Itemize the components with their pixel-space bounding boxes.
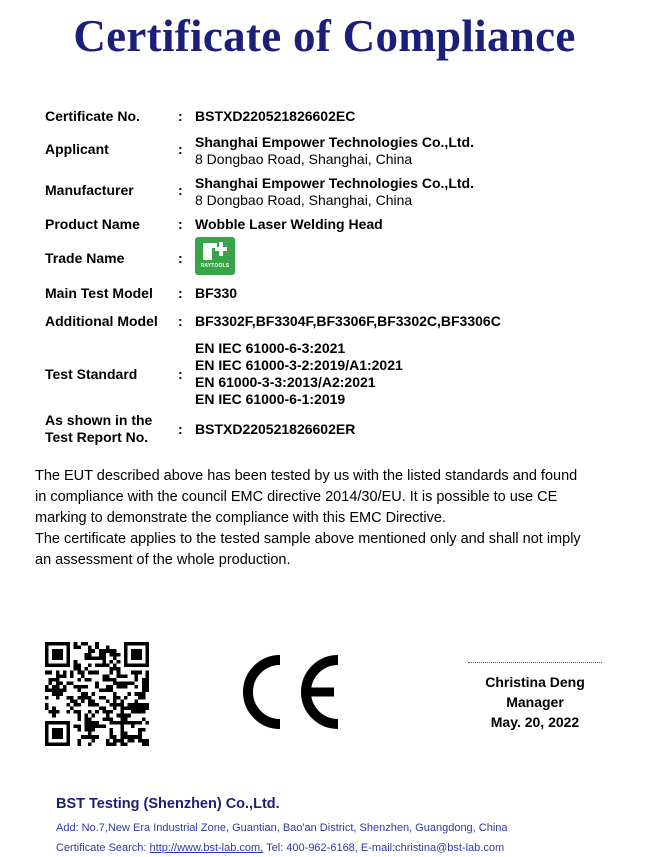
field-colon: : <box>178 108 183 124</box>
applicant-address: 8 Dongbao Road, Shanghai, China <box>195 151 413 167</box>
field-colon: : <box>178 285 183 301</box>
statement-line: The certificate applies to the tested sample above mentioned only and shall not imply <box>35 531 581 547</box>
raytools-logo-icon <box>195 237 235 275</box>
manufacturer-address: 8 Dongbao Road, Shanghai, China <box>195 192 413 208</box>
search-prefix: Certificate Search: <box>56 842 150 854</box>
applicant-name: Shanghai Empower Technologies Co.,Ltd. <box>195 134 474 150</box>
field-label: Certificate No. <box>45 108 140 124</box>
standard-item: EN IEC 61000-6-1:2019 <box>195 391 346 407</box>
standard-item: EN 61000-3-3:2013/A2:2021 <box>195 374 376 390</box>
field-label: Main Test Model <box>45 285 153 301</box>
field-value: BSTXD220521826602EC <box>195 108 356 124</box>
statement-line: an assessment of the whole production. <box>35 552 291 568</box>
statement-line: in compliance with the council EMC directive 2014/30/EU. It is possible to use CE <box>35 489 558 505</box>
logo-brand-text: RAYTOOLS <box>200 263 230 269</box>
signatory-name: Christina Deng <box>485 674 585 690</box>
field-trade-name <box>45 237 635 277</box>
certificate-search <box>56 842 504 854</box>
field-colon: : <box>178 421 183 437</box>
field-value <box>195 175 474 209</box>
field-label <box>45 412 152 446</box>
field-colon: : <box>178 313 183 329</box>
issuer-company: BST Testing (Shenzhen) Co.,Ltd. <box>56 796 280 812</box>
field-label: Test Standard <box>45 366 138 382</box>
label-line: Test Report No. <box>45 429 149 445</box>
field-colon: : <box>178 250 183 266</box>
field-label: Additional Model <box>45 313 158 329</box>
field-value <box>195 134 474 168</box>
label-line: As shown in the <box>45 412 153 428</box>
field-value: BSTXD220521826602ER <box>195 421 356 437</box>
certificate-title: Certificate of Compliance <box>73 11 576 61</box>
statement-line: marking to demonstrate the compliance with this EMC Directive. <box>35 510 446 526</box>
qr-modules <box>45 642 149 746</box>
field-value <box>195 340 403 408</box>
ce-mark-icon <box>236 650 344 734</box>
signature-line <box>468 662 602 663</box>
field-label: Trade Name <box>45 250 125 266</box>
statement-line: The EUT described above has been tested by us with the listed standards and found <box>35 468 578 484</box>
field-colon: : <box>178 216 183 232</box>
signature-block <box>455 662 615 732</box>
compliance-statement <box>35 466 645 571</box>
field-value: BF3302F,BF3304F,BF3306F,BF3302C,BF3306C <box>195 313 501 329</box>
field-colon: : <box>178 366 183 382</box>
field-label: Applicant <box>45 141 109 157</box>
field-colon: : <box>178 182 183 198</box>
search-url-link[interactable]: http://www.bst-lab.com, <box>149 842 264 854</box>
signature-date: May. 20, 2022 <box>490 714 580 730</box>
signatory-role: Manager <box>506 694 564 710</box>
issuer-address: Add: No.7,New Era Industrial Zone, Guantian, Bao'an District, Shenzhen, Guangdong, China <box>56 822 508 834</box>
qr-code-icon[interactable] <box>45 642 149 746</box>
field-label: Product Name <box>45 216 140 232</box>
field-colon: : <box>178 141 183 157</box>
field-value: Wobble Laser Welding Head <box>195 216 383 232</box>
logo-mark <box>202 242 228 255</box>
field-value: BF330 <box>195 285 238 301</box>
footer <box>56 796 508 854</box>
manufacturer-name: Shanghai Empower Technologies Co.,Ltd. <box>195 175 474 191</box>
standard-item: EN IEC 61000-6-3:2021 <box>195 340 346 356</box>
contact-info: Tel: 400-962-6168, E-mail:christina@bst-lab.com <box>263 842 505 854</box>
field-label: Manufacturer <box>45 182 134 198</box>
standard-item: EN IEC 61000-3-2:2019/A1:2021 <box>195 357 403 373</box>
